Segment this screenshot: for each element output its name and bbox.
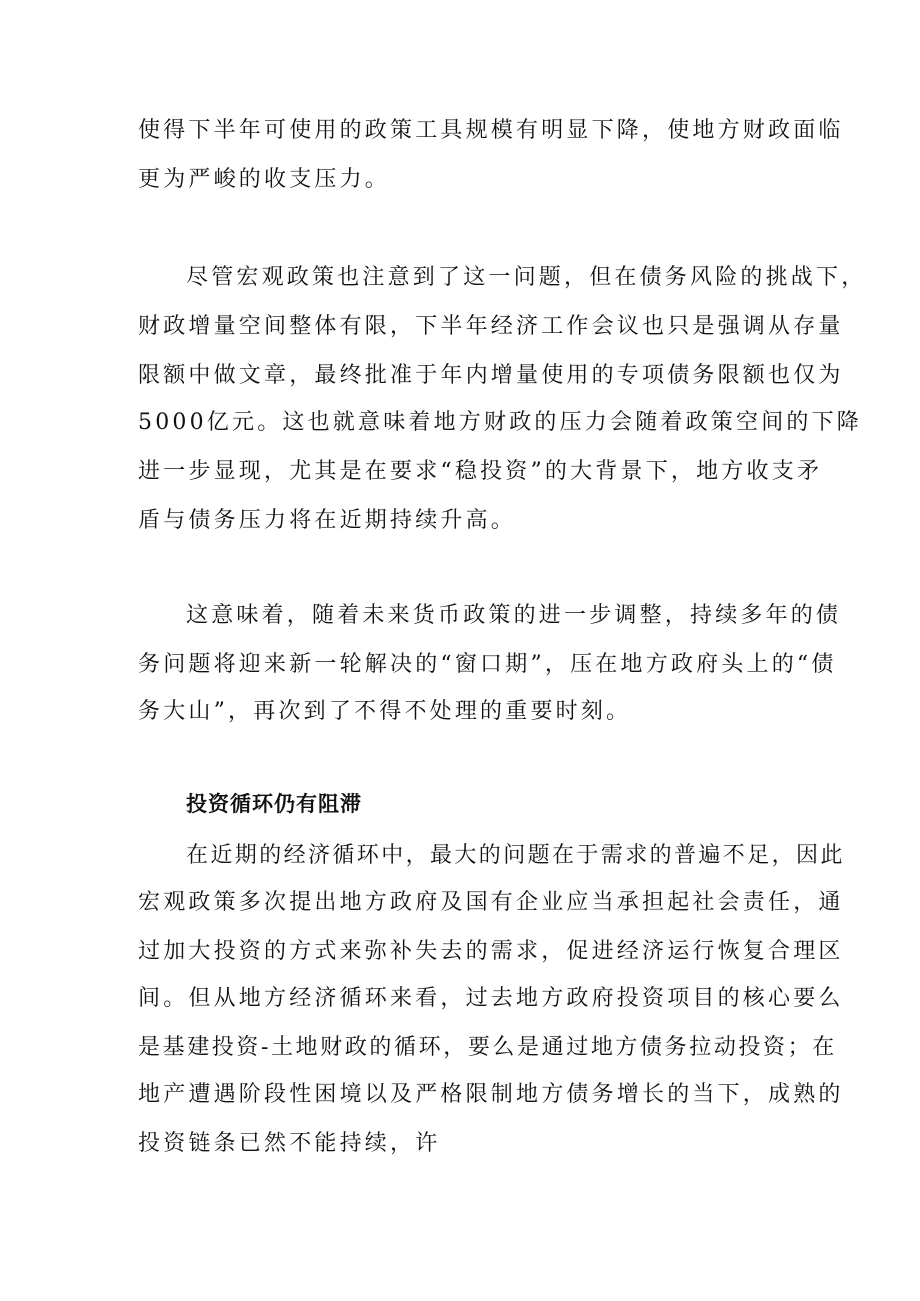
text-line: 间。但从地方经济循环来看，过去地方政府投资项目的核心要么 [138, 986, 844, 1011]
text-line: 过加大投资的方式来弥补失去的需求，促进经济运行恢复合理区 [138, 939, 844, 964]
text-line: 更为严峻的收支压力。 [138, 167, 391, 192]
section-heading: 投资循环仍有阻滞 [186, 792, 362, 816]
text-line: 使得下半年可使用的政策工具规模有明显下降，使地方财政面临 [138, 118, 844, 143]
text-line: 地产遭遇阶段性困境以及严格限制地方债务增长的当下，成熟的 [138, 1082, 844, 1107]
text-line: 5000亿元。这也就意味着地方财政的压力会随着政策空间的下降 [138, 410, 862, 435]
text-line: 限额中做文章，最终批准于年内增量使用的专项债务限额也仅为 [138, 363, 844, 388]
text-line: 投资链条已然不能持续，许 [138, 1131, 441, 1156]
text-line: 在近期的经济循环中，最大的问题在于需求的普遍不足，因此 [186, 843, 845, 868]
text-line: 盾与债务压力将在近期持续升高。 [138, 508, 517, 533]
text-line: 财政增量空间整体有限，下半年经济工作会议也只是强调从存量 [138, 314, 844, 339]
text-line: 务问题将迎来新一轮解决的“窗口期”，压在地方政府头上的“债 [138, 652, 837, 677]
text-line: 是基建投资-土地财政的循环，要么是通过地方债务拉动投资；在 [138, 1035, 837, 1060]
text-line: 宏观政策多次提出地方政府及国有企业应当承担起社会责任，通 [138, 890, 844, 915]
text-line: 务大山”，再次到了不得不处理的重要时刻。 [138, 699, 632, 724]
text-line: 这意味着，随着未来货币政策的进一步调整，持续多年的债 [186, 603, 842, 628]
text-line: 进一步显现，尤其是在要求“稳投资”的大背景下，地方收支矛 [138, 459, 823, 484]
text-line: 尽管宏观政策也注意到了这一问题，但在债务风险的挑战下， [186, 265, 867, 290]
